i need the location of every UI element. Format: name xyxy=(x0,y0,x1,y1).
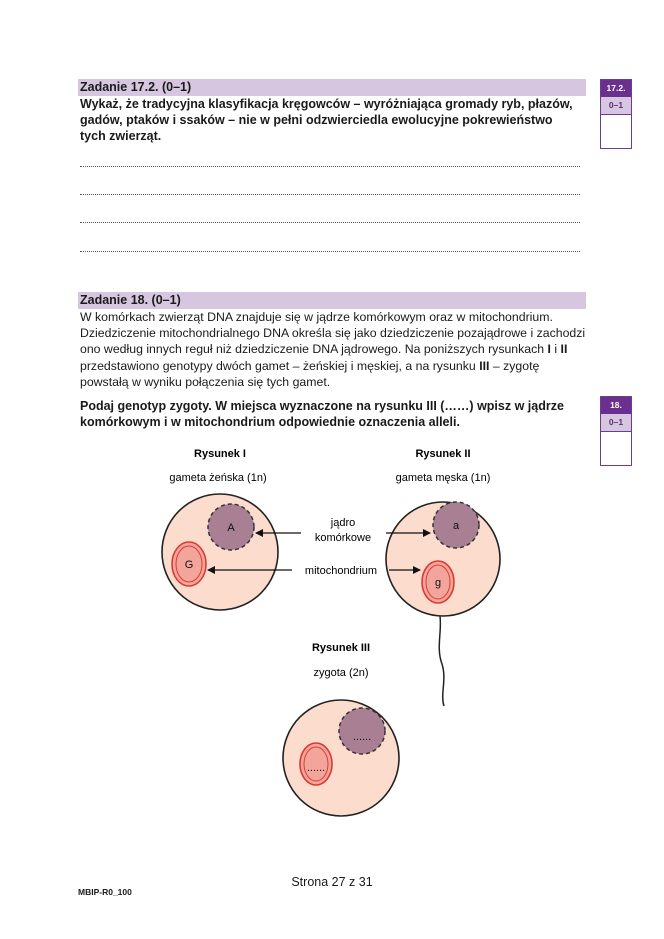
page-number: Strona 27 z 31 xyxy=(291,875,373,889)
label-mitochondrion: mitochondrium xyxy=(304,565,378,577)
score-box-17-range: 0–1 xyxy=(601,97,631,115)
intro-ref-I: I xyxy=(547,342,551,357)
fig2-nucleus-allele: a xyxy=(452,520,460,532)
fig3-mito-blank[interactable]: ...... xyxy=(306,762,326,774)
document-code: MBIP-R0_100 xyxy=(78,887,132,897)
fig1-title: Rysunek I xyxy=(194,448,246,460)
fig1-subtitle: gameta żeńska (1n) xyxy=(169,472,267,484)
fig3-nucleus-blank[interactable]: ...... xyxy=(352,731,372,743)
label-nucleus-line2: komórkowe xyxy=(314,532,372,544)
intro-text-2: przedstawiono genotypy dwóch gamet – żeńskiej i męskiej, a na rysunku xyxy=(80,358,480,373)
fig1-nucleus-allele-label: A xyxy=(227,522,235,534)
score-box-18-range: 0–1 xyxy=(601,414,631,432)
score-box-18-code: 18. xyxy=(601,397,631,414)
fig2-subtitle: gameta męska (1n) xyxy=(395,472,491,484)
task-18-question: Podaj genotyp zygoty. W miejsca wyznaczone na rysunku III (……) wpisz w jądrze komórkowym i w mitochondrium odpowiednie oznaczenia alleli. xyxy=(80,399,564,429)
fig1-mito-allele: G xyxy=(184,559,194,571)
task-17-title: Zadanie 17.2. (0–1) xyxy=(80,80,192,94)
intro-ref-III: III xyxy=(479,358,490,373)
intro-text-3: – zygotę powstałą w wyniku połączenia się tych gamet. xyxy=(80,358,540,389)
fig2-flagellum xyxy=(439,616,444,706)
fig2-title: Rysunek II xyxy=(415,448,471,460)
intro-ref-II: II xyxy=(560,342,568,357)
intro-and: i xyxy=(550,342,561,357)
fig3-title: Rysunek III xyxy=(311,642,371,654)
score-box-17-code: 17.2. xyxy=(601,80,631,97)
task-18-title: Zadanie 18. (0–1) xyxy=(80,293,181,307)
intro-text-1: W komórkach zwierząt DNA znajduje się w jądrze komórkowym oraz w mitochondrium. Dziedziczenie mitochondrialnego DNA określa się jako dziedziczenie pozajądrowe i zachodzi ono według innych reguł niż dziedziczenie DNA jądrowego. Na poniższych rysunkach xyxy=(80,310,586,357)
fig3-subtitle: zygota (2n) xyxy=(313,667,369,679)
label-nucleus-line1: jądro xyxy=(330,517,356,529)
task-17-question: Wykaż, że tradycyjna klasyfikacja kręgowców – wyróżniająca gromady ryb, płazów, gadów, ptaków i ssaków – nie w pełni odzwierciedla ewolucyjne pokrewieństwo tych zwierząt. xyxy=(80,97,573,143)
fig2-mito-allele: g xyxy=(434,577,442,589)
